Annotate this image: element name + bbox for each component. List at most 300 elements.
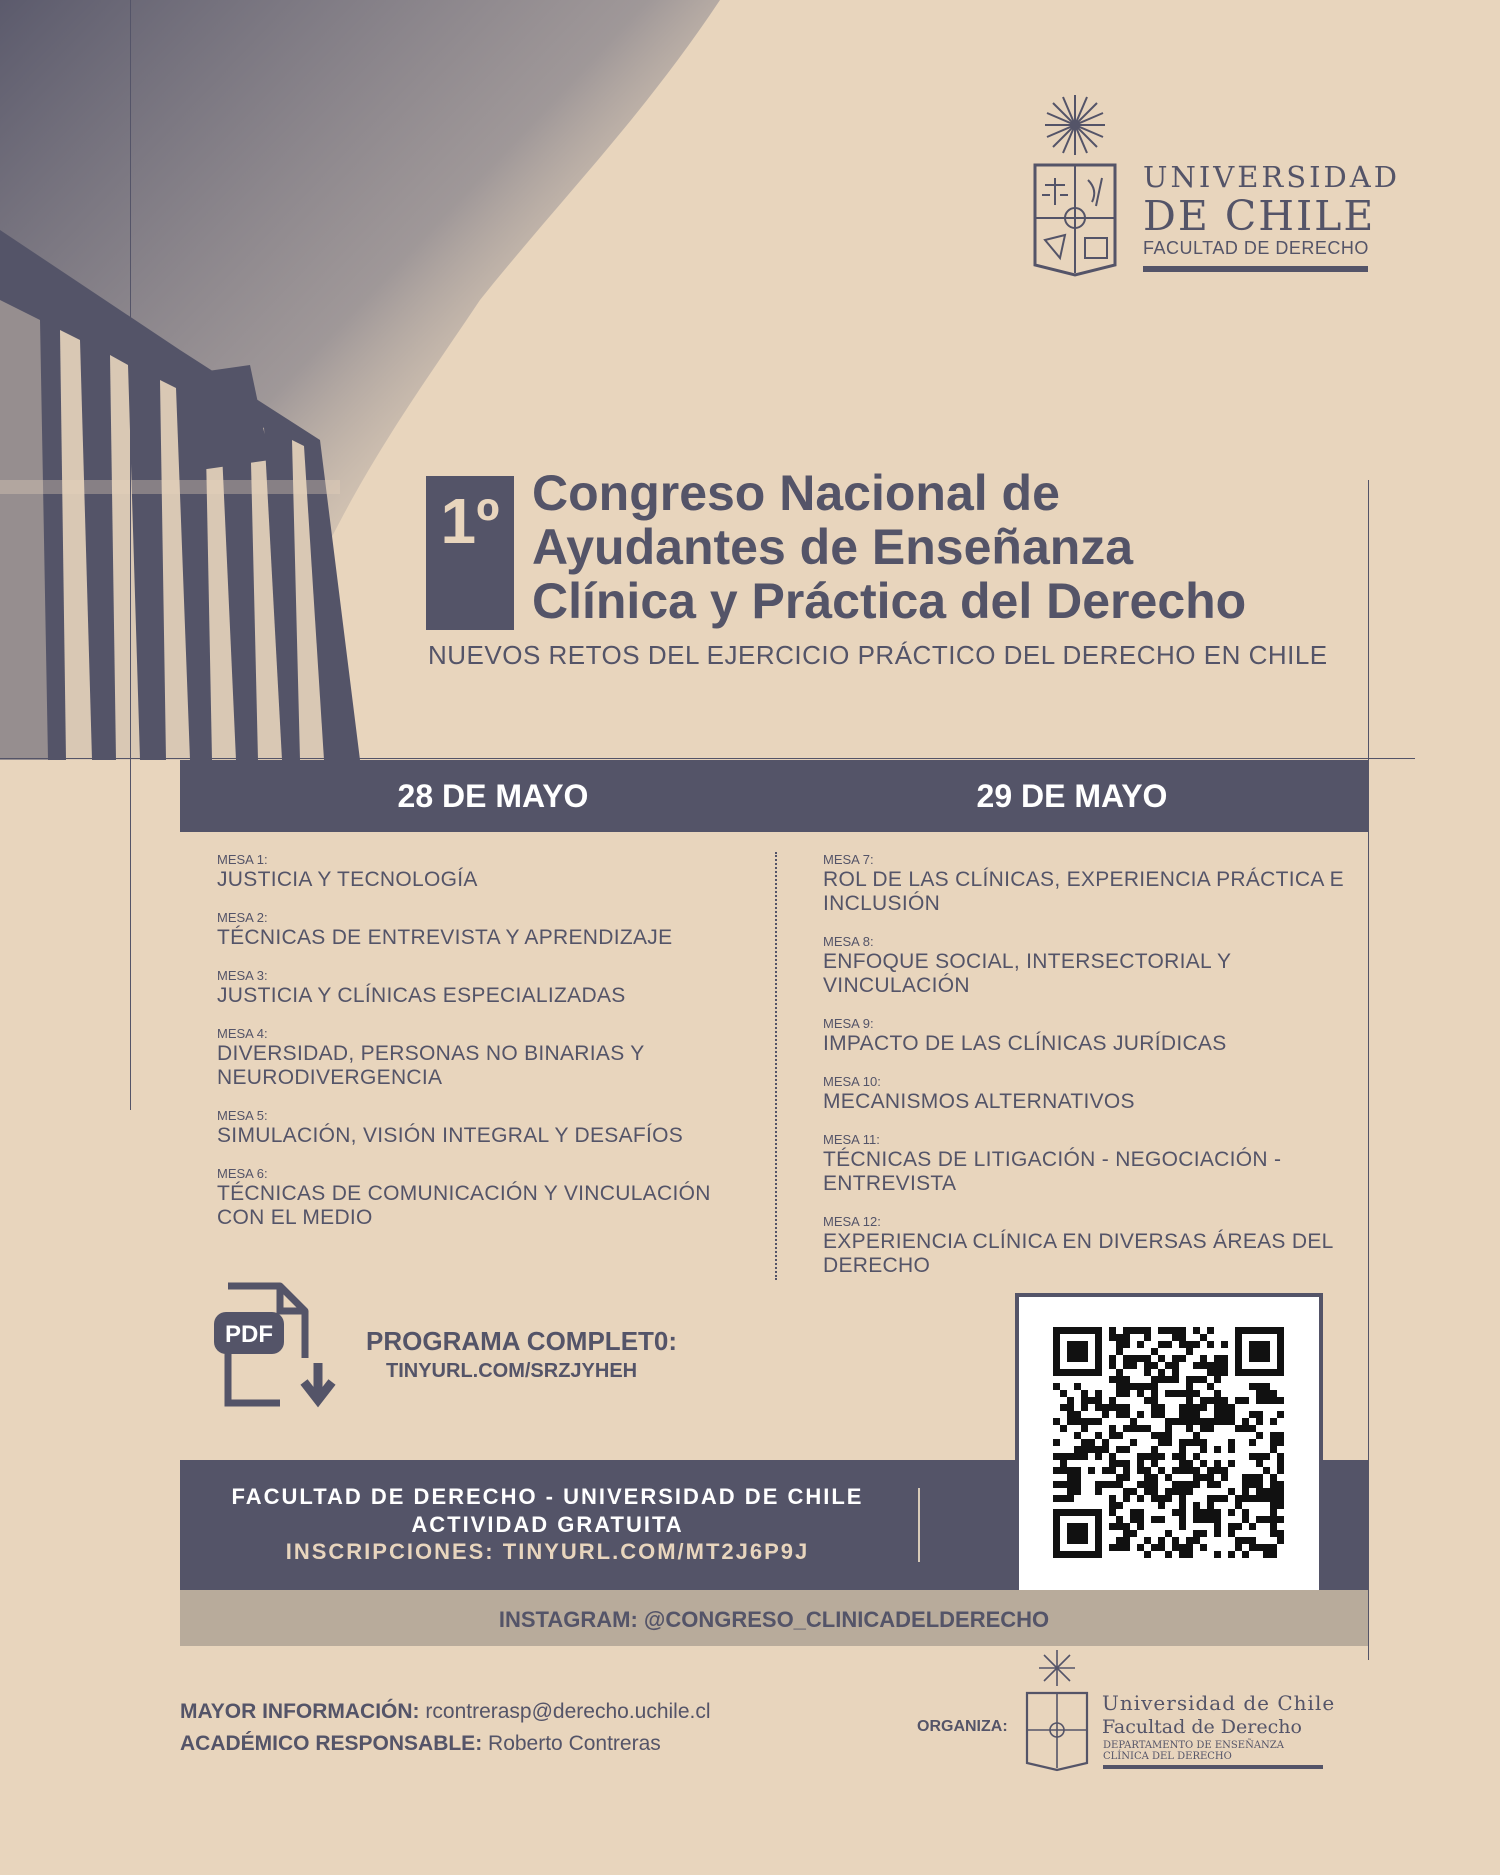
qr-module	[1060, 1369, 1067, 1376]
qr-module	[1137, 1453, 1144, 1460]
qr-module	[1060, 1460, 1067, 1467]
qr-module	[1158, 1355, 1165, 1362]
qr-module	[1144, 1355, 1151, 1362]
qr-module	[1095, 1544, 1102, 1551]
qr-module	[1256, 1453, 1263, 1460]
qr-module	[1123, 1362, 1130, 1369]
qr-module	[1270, 1474, 1277, 1481]
qr-module	[1200, 1404, 1207, 1411]
qr-module	[1109, 1495, 1116, 1502]
qr-module	[1095, 1446, 1102, 1453]
qr-module	[1130, 1488, 1137, 1495]
mesa-title: TÉCNICAS DE LITIGACIÓN - NEGOCIACIÓN - ENTREVISTA	[823, 1148, 1282, 1195]
qr-module	[1095, 1432, 1102, 1439]
qr-module	[1123, 1495, 1130, 1502]
qr-module	[1074, 1355, 1081, 1362]
qr-module	[1158, 1544, 1165, 1551]
qr-module	[1067, 1530, 1074, 1537]
title-line-2: Ayudantes de Enseñanza	[532, 519, 1134, 575]
qr-module	[1053, 1530, 1060, 1537]
qr-module	[1256, 1348, 1263, 1355]
logo-text-universidad: UNIVERSIDAD	[1143, 160, 1400, 194]
organizer-university: Universidad de Chile	[1102, 1691, 1336, 1715]
qr-module	[1277, 1467, 1284, 1474]
qr-module	[1263, 1453, 1270, 1460]
qr-module	[1270, 1488, 1277, 1495]
mesa-tag: MESA 5:	[217, 1108, 268, 1123]
qr-module	[1242, 1495, 1249, 1502]
qr-module	[1137, 1390, 1144, 1397]
qr-module	[1228, 1411, 1235, 1418]
qr-module	[1130, 1355, 1137, 1362]
qr-module	[1151, 1474, 1158, 1481]
qr-module	[1172, 1390, 1179, 1397]
qr-module	[1067, 1495, 1074, 1502]
decorative-line-left	[130, 0, 131, 1110]
qr-module	[1228, 1460, 1235, 1467]
qr-module	[1053, 1551, 1060, 1558]
qr-module	[1186, 1376, 1193, 1383]
organizer-underline	[1103, 1765, 1323, 1769]
qr-module	[1228, 1488, 1235, 1495]
qr-module	[1263, 1327, 1270, 1334]
qr-module	[1158, 1432, 1165, 1439]
qr-module	[1116, 1404, 1123, 1411]
qr-module	[1235, 1502, 1242, 1509]
qr-module	[1179, 1411, 1186, 1418]
mesa-title: JUSTICIA Y TECNOLOGÍA	[217, 868, 478, 891]
qr-module	[1116, 1516, 1123, 1523]
qr-module	[1074, 1369, 1081, 1376]
qr-module	[1137, 1481, 1144, 1488]
contact-email[interactable]: rcontrerasp@derecho.uchile.cl	[425, 1700, 711, 1723]
qr-module	[1102, 1446, 1109, 1453]
qr-module	[1256, 1516, 1263, 1523]
qr-module	[1263, 1383, 1270, 1390]
qr-module	[1270, 1446, 1277, 1453]
qr-module	[1151, 1411, 1158, 1418]
qr-module	[1102, 1481, 1109, 1488]
qr-module	[1123, 1411, 1130, 1418]
qr-module	[1214, 1418, 1221, 1425]
qr-module	[1186, 1467, 1193, 1474]
qr-module	[1221, 1341, 1228, 1348]
qr-module	[1193, 1432, 1200, 1439]
qr-module	[1235, 1327, 1242, 1334]
qr-module	[1081, 1439, 1088, 1446]
qr-module	[1277, 1355, 1284, 1362]
mesa-title: JUSTICIA Y CLÍNICAS ESPECIALIZADAS	[217, 984, 626, 1007]
qr-module	[1249, 1383, 1256, 1390]
qr-module	[1263, 1488, 1270, 1495]
qr-module	[1277, 1411, 1284, 1418]
qr-module	[1172, 1544, 1179, 1551]
qr-module	[1186, 1439, 1193, 1446]
qr-module	[1151, 1446, 1158, 1453]
qr-module	[1263, 1467, 1270, 1474]
qr-module	[1207, 1341, 1214, 1348]
qr-module	[1137, 1327, 1144, 1334]
mesa-tag: MESA 1:	[217, 852, 268, 867]
inscripciones-link[interactable]: TINYURL.COM/MT2J6P9J	[502, 1539, 810, 1564]
qr-module	[1165, 1551, 1172, 1558]
qr-module	[1060, 1453, 1067, 1460]
qr-module	[1109, 1509, 1116, 1516]
qr-module	[1249, 1327, 1256, 1334]
qr-module	[1235, 1523, 1242, 1530]
qr-module	[1074, 1509, 1081, 1516]
mesas-day-2	[823, 852, 1363, 1296]
programa-link[interactable]: TINYURL.COM/SRZJYHEH	[386, 1360, 638, 1382]
qr-module	[1088, 1551, 1095, 1558]
qr-module	[1074, 1551, 1081, 1558]
qr-module	[1123, 1334, 1130, 1341]
qr-module	[1088, 1418, 1095, 1425]
qr-module	[1095, 1348, 1102, 1355]
qr-module	[1256, 1390, 1263, 1397]
qr-module	[1249, 1355, 1256, 1362]
qr-module	[1172, 1355, 1179, 1362]
qr-module	[1193, 1439, 1200, 1446]
qr-module	[1270, 1432, 1277, 1439]
qr-module	[1179, 1334, 1186, 1341]
qr-module	[1186, 1411, 1193, 1418]
qr-module	[1081, 1404, 1088, 1411]
qr-module	[1137, 1495, 1144, 1502]
qr-module	[1256, 1488, 1263, 1495]
qr-module	[1179, 1446, 1186, 1453]
qr-module	[1102, 1411, 1109, 1418]
qr-module	[1270, 1439, 1277, 1446]
qr-module	[1095, 1397, 1102, 1404]
qr-module	[1123, 1537, 1130, 1544]
qr-module	[1214, 1376, 1221, 1383]
qr-module	[1221, 1362, 1228, 1369]
qr-module	[1263, 1341, 1270, 1348]
qr-module	[1200, 1425, 1207, 1432]
qr-module	[1067, 1488, 1074, 1495]
qr-module	[1123, 1341, 1130, 1348]
title-line-3: Clínica y Práctica del Derecho	[532, 573, 1247, 629]
qr-module	[1277, 1530, 1284, 1537]
qr-module	[1214, 1467, 1221, 1474]
qr-module	[1109, 1453, 1116, 1460]
mesa-title: ROL DE LAS CLÍNICAS, EXPERIENCIA PRÁCTICA E INCLUSIÓN	[823, 868, 1344, 915]
qr-module	[1095, 1481, 1102, 1488]
qr-module	[1221, 1369, 1228, 1376]
qr-module	[1207, 1327, 1214, 1334]
mesa-tag: MESA 10:	[823, 1074, 881, 1089]
edition-badge: 1º	[426, 476, 514, 630]
qr-module	[1165, 1390, 1172, 1397]
qr-module	[1186, 1537, 1193, 1544]
mesa-tag: MESA 11:	[823, 1132, 880, 1147]
qr-module	[1249, 1439, 1256, 1446]
qr-module	[1123, 1383, 1130, 1390]
mesa-title: MECANISMOS ALTERNATIVOS	[823, 1090, 1135, 1113]
instagram-handle[interactable]: INSTAGRAM: @CONGRESO_CLINICADELDERECHO	[498, 1607, 1050, 1632]
organiza-label: ORGANIZA:	[917, 1718, 1008, 1735]
qr-module	[1088, 1446, 1095, 1453]
qr-module	[1242, 1369, 1249, 1376]
organizer-department: DEPARTAMENTO DE ENSEÑANZA CLÍNICA DEL DERECHO	[1103, 1740, 1284, 1762]
qr-module	[1256, 1418, 1263, 1425]
qr-module	[1081, 1348, 1088, 1355]
qr-module	[1067, 1418, 1074, 1425]
qr-module	[1193, 1341, 1200, 1348]
qr-module	[1144, 1481, 1151, 1488]
qr-module	[1053, 1481, 1060, 1488]
qr-module	[1228, 1509, 1235, 1516]
qr-module	[1074, 1341, 1081, 1348]
qr-module	[1053, 1544, 1060, 1551]
qr-module	[1137, 1383, 1144, 1390]
qr-module	[1228, 1523, 1235, 1530]
qr-module	[1088, 1467, 1095, 1474]
qr-module	[1207, 1418, 1214, 1425]
qr-module	[1214, 1369, 1221, 1376]
qr-module	[1249, 1537, 1256, 1544]
column-divider	[775, 852, 777, 1280]
qr-module	[1151, 1362, 1158, 1369]
qr-module	[1074, 1467, 1081, 1474]
qr-module	[1067, 1327, 1074, 1334]
organizer-faculty: Facultad de Derecho	[1102, 1716, 1302, 1738]
qr-module	[1235, 1341, 1242, 1348]
qr-module	[1249, 1495, 1256, 1502]
qr-module	[1067, 1509, 1074, 1516]
qr-module	[1053, 1537, 1060, 1544]
qr-module	[1123, 1544, 1130, 1551]
qr-module	[1172, 1327, 1179, 1334]
qr-module	[1137, 1523, 1144, 1530]
qr-module	[1151, 1488, 1158, 1495]
qr-module	[1242, 1551, 1249, 1558]
qr-module	[1242, 1509, 1249, 1516]
pdf-download-icon[interactable]	[210, 1278, 350, 1418]
qr-module	[1172, 1362, 1179, 1369]
qr-module	[1193, 1502, 1200, 1509]
qr-module	[1165, 1327, 1172, 1334]
qr-module	[1081, 1551, 1088, 1558]
qr-module	[1158, 1376, 1165, 1383]
qr-module	[1137, 1516, 1144, 1523]
qr-module	[1074, 1453, 1081, 1460]
qr-module	[1214, 1495, 1221, 1502]
qr-module	[1270, 1327, 1277, 1334]
qr-module	[1242, 1488, 1249, 1495]
qr-module	[1109, 1544, 1116, 1551]
qr-module	[1270, 1418, 1277, 1425]
qr-module	[1242, 1474, 1249, 1481]
qr-module	[1137, 1544, 1144, 1551]
qr-module	[1067, 1467, 1074, 1474]
qr-module	[1270, 1481, 1277, 1488]
info-line-faculty: FACULTAD DE DERECHO - UNIVERSIDAD DE CHILE	[231, 1484, 864, 1509]
qr-module	[1179, 1481, 1186, 1488]
qr-module	[1053, 1509, 1060, 1516]
responsable-label: ACADÉMICO RESPONSABLE:	[180, 1732, 483, 1755]
qr-module	[1151, 1383, 1158, 1390]
qr-module	[1193, 1481, 1200, 1488]
qr-module	[1144, 1425, 1151, 1432]
qr-code-frame[interactable]	[1015, 1293, 1323, 1595]
qr-module	[1235, 1369, 1242, 1376]
qr-module	[1270, 1530, 1277, 1537]
qr-module	[1144, 1453, 1151, 1460]
qr-module	[1081, 1509, 1088, 1516]
qr-module	[1095, 1334, 1102, 1341]
inscripciones-label: INSCRIPCIONES:	[285, 1539, 495, 1564]
qr-module	[1179, 1523, 1186, 1530]
qr-module	[1179, 1495, 1186, 1502]
qr-module	[1193, 1404, 1200, 1411]
qr-module	[1263, 1397, 1270, 1404]
qr-module	[1130, 1530, 1137, 1537]
qr-module	[1158, 1404, 1165, 1411]
qr-module	[1186, 1341, 1193, 1348]
qr-module	[1242, 1327, 1249, 1334]
qr-module	[1081, 1446, 1088, 1453]
qr-module	[1270, 1509, 1277, 1516]
qr-module	[1256, 1383, 1263, 1390]
qr-module	[1158, 1411, 1165, 1418]
qr-module	[1151, 1376, 1158, 1383]
qr-module	[1186, 1418, 1193, 1425]
qr-module	[1074, 1348, 1081, 1355]
qr-module	[1263, 1348, 1270, 1355]
qr-module	[1277, 1502, 1284, 1509]
qr-module	[1249, 1523, 1256, 1530]
qr-module	[1130, 1362, 1137, 1369]
qr-module	[1067, 1523, 1074, 1530]
qr-module	[1221, 1467, 1228, 1474]
qr-module	[1067, 1404, 1074, 1411]
qr-module	[1074, 1418, 1081, 1425]
qr-module	[1081, 1327, 1088, 1334]
qr-module	[1109, 1404, 1116, 1411]
qr-module	[1179, 1390, 1186, 1397]
qr-module	[1228, 1530, 1235, 1537]
qr-module	[1060, 1425, 1067, 1432]
qr-module	[1095, 1523, 1102, 1530]
mesa-title: TÉCNICAS DE COMUNICACIÓN Y VINCULACIÓN CON EL MEDIO	[217, 1182, 711, 1229]
qr-module	[1270, 1495, 1277, 1502]
qr-module	[1095, 1404, 1102, 1411]
qr-module	[1081, 1397, 1088, 1404]
qr-module	[1137, 1411, 1144, 1418]
qr-module	[1109, 1432, 1116, 1439]
qr-module	[1179, 1516, 1186, 1523]
qr-module	[1242, 1537, 1249, 1544]
qr-module	[1116, 1383, 1123, 1390]
qr-module	[1081, 1425, 1088, 1432]
mesas-day-1	[217, 852, 757, 1248]
qr-module	[1200, 1530, 1207, 1537]
qr-module	[1186, 1481, 1193, 1488]
qr-module	[1228, 1418, 1235, 1425]
qr-module	[1270, 1397, 1277, 1404]
qr-module	[1256, 1327, 1263, 1334]
qr-module	[1207, 1369, 1214, 1376]
qr-module	[1123, 1390, 1130, 1397]
qr-module	[1144, 1383, 1151, 1390]
qr-module	[1053, 1355, 1060, 1362]
qr-module	[1053, 1495, 1060, 1502]
qr-module	[1116, 1537, 1123, 1544]
logo-text-facultad: FACULTAD DE DERECHO	[1143, 238, 1369, 258]
qr-module	[1200, 1460, 1207, 1467]
qr-module	[1053, 1439, 1060, 1446]
qr-module	[1081, 1369, 1088, 1376]
qr-module	[1088, 1369, 1095, 1376]
qr-module	[1130, 1383, 1137, 1390]
qr-module	[1074, 1488, 1081, 1495]
qr-module	[1067, 1341, 1074, 1348]
qr-module	[1249, 1369, 1256, 1376]
qr-module	[1151, 1481, 1158, 1488]
qr-module	[1179, 1439, 1186, 1446]
title-line-1: Congreso Nacional de	[532, 465, 1060, 521]
qr-module	[1277, 1460, 1284, 1467]
qr-module	[1074, 1383, 1081, 1390]
qr-module	[1186, 1397, 1193, 1404]
qr-module	[1179, 1488, 1186, 1495]
qr-module	[1214, 1509, 1221, 1516]
qr-module	[1130, 1425, 1137, 1432]
qr-module	[1277, 1362, 1284, 1369]
mesa-tag: MESA 7:	[823, 852, 874, 867]
qr-module	[1116, 1481, 1123, 1488]
qr-module	[1263, 1551, 1270, 1558]
qr-module	[1172, 1453, 1179, 1460]
qr-module	[1116, 1369, 1123, 1376]
qr-module	[1172, 1467, 1179, 1474]
qr-module	[1186, 1404, 1193, 1411]
qr-module	[1088, 1509, 1095, 1516]
qr-module	[1270, 1516, 1277, 1523]
qr-module	[1130, 1327, 1137, 1334]
qr-module	[1277, 1348, 1284, 1355]
organizer-crest-logo	[1022, 1648, 1092, 1773]
qr-module	[1151, 1404, 1158, 1411]
qr-module	[1193, 1467, 1200, 1474]
qr-module	[1228, 1404, 1235, 1411]
qr-module	[1214, 1481, 1221, 1488]
qr-module	[1193, 1530, 1200, 1537]
qr-module	[1256, 1460, 1263, 1467]
qr-module	[1242, 1516, 1249, 1523]
qr-module	[1277, 1334, 1284, 1341]
qr-module	[1193, 1362, 1200, 1369]
qr-module	[1165, 1362, 1172, 1369]
qr-module	[1067, 1453, 1074, 1460]
qr-module	[1053, 1362, 1060, 1369]
qr-module	[1277, 1453, 1284, 1460]
decorative-line-horizontal	[0, 758, 1415, 759]
qr-module	[1235, 1544, 1242, 1551]
qr-module	[1081, 1530, 1088, 1537]
qr-module	[1214, 1446, 1221, 1453]
qr-module	[1277, 1537, 1284, 1544]
qr-module	[1249, 1411, 1256, 1418]
contact-info	[180, 1700, 711, 1724]
qr-module	[1207, 1495, 1214, 1502]
qr-module	[1060, 1495, 1067, 1502]
qr-module	[1116, 1474, 1123, 1481]
qr-module	[1060, 1481, 1067, 1488]
qr-module	[1116, 1390, 1123, 1397]
